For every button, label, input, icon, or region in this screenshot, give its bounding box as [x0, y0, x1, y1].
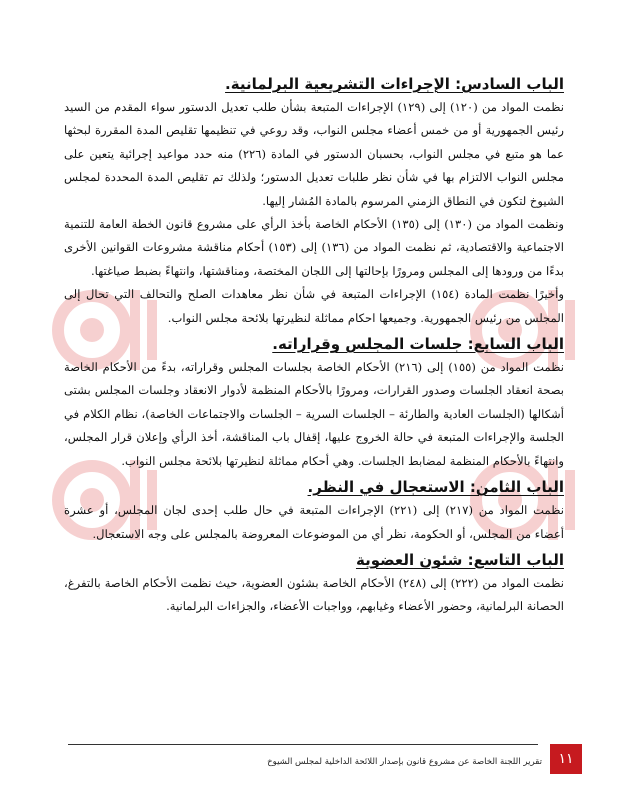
paragraph: ونظمت المواد من (١٣٠) إلى (١٣٥) الأحكام الخاصة بأخذ الرأي على مشروع قانون الخطة العامة للتنمية الاجتماعية والاقتصادية، ثم نظمت المواد من (١٣٦) إلى (١٥٣) أحكام مناقشة مشروعات القوانين الأخرى بدءًا من ورودها إلى المجلس ومرورًا بإحالتها إلى اللجان المختصة، ومناقشتها، وانتهاءً بضبط صياغتها.: [64, 217, 564, 278]
document-body: [64, 72, 564, 619]
paragraph: وأخيرًا نظمت المادة (١٥٤) الإجراءات المتبعة في شأن نظر معاهدات الصلح والتحالف التي تحال إلى المجلس من رئيس الجمهورية. وجميعها احكام مماثلة لنظيرتها بلائحة مجلس النواب.: [64, 287, 564, 325]
paragraph: نظمت المواد من (٢١٧) إلى (٢٢١) الإجراءات المتبعة في حال طلب إحدى لجان المجلس، أو عشرة أعضاء من المجلس، أو الحكومة، نظر أي من الموضوعات المعروضة بالمجلس على وجه الاستعجال.: [64, 503, 564, 541]
paragraph: نظمت المواد من (٢٢٢) إلى (٢٤٨) الأحكام الخاصة بشئون العضوية، حيث نظمت الأحكام الخاصة بالتفرغ، الحصانة البرلمانية، وحضور الأعضاء وغيابهم، وواجبات الأعضاء، والجزاءات البرلمانية.: [64, 575, 564, 614]
footer-title: تقرير اللجنة الخاصة عن مشروع قانون بإصدار اللائحة الداخلية لمجلس الشيوخ: [267, 757, 542, 767]
paragraph: نظمت المواد من (١٢٠) إلى (١٢٩) الإجراءات المتبعة بشأن طلب تعديل الدستور سواء المقدم من السيد رئيس الجمهورية أو من خمس أعضاء مجلس النواب، وقد روعي في تنظيمها تقليص المدة المقررة لبحثها عما هو متبع في مجلس النواب، بحسبان الدستور في المادة (٢٢٦) منه حدد مواعيد إجرائية يتعين على مجلس النواب الالتزام بها في شأن نظر طلبات تعديل الدستور؛ ولذلك تم تقليص المدة المحددة لمجلس الشيوخ لتكون في النطاق الزمني المرسوم بالمادة المُشار إليها.: [64, 100, 564, 208]
section-heading: الباب السادس: الإجراءات التشريعية البرلمانية.: [225, 75, 564, 93]
section-chapter-7: [64, 334, 564, 473]
section-heading: الباب السابع: جلسات المجلس وقراراته.: [272, 335, 564, 354]
section-chapter-6: [64, 74, 564, 330]
section-heading: الباب الثامن: الاستعجال في النظر.: [307, 478, 564, 497]
section-heading: الباب التاسع: شئون العضوية: [355, 550, 564, 569]
page-number: ١١: [550, 744, 582, 774]
section-chapter-9: [64, 550, 564, 619]
footer-divider: [68, 744, 538, 745]
section-chapter-8: [64, 477, 564, 546]
paragraph: نظمت المواد من (١٥٥) إلى (٢١٦) الأحكام الخاصة بجلسات المجلس وقراراته، بدءً من الأحكام الخاصة بصحة انعقاد الجلسات وصدور القرارات، ومرورًا بالأحكام المنظمة لأدوار الانعقاد وجلسات المجلس بشتى أشكالها (الجلسات العادية والطارئة – الجلسات السرية – الجلسات والاجتماعات الخاصة)، نظام الكلام في الجلسة والإجراءات المتبعة في حالة الخروج عليها، إقفال باب المناقشة، أخذ الرأي وإعلان قرار المجلس، وانتهاءً بالأحكام المنظمة لمضابط الجلسات. وهي أحكام مماثلة لنظيرتها بلائحة مجلس النواب.: [64, 360, 564, 468]
